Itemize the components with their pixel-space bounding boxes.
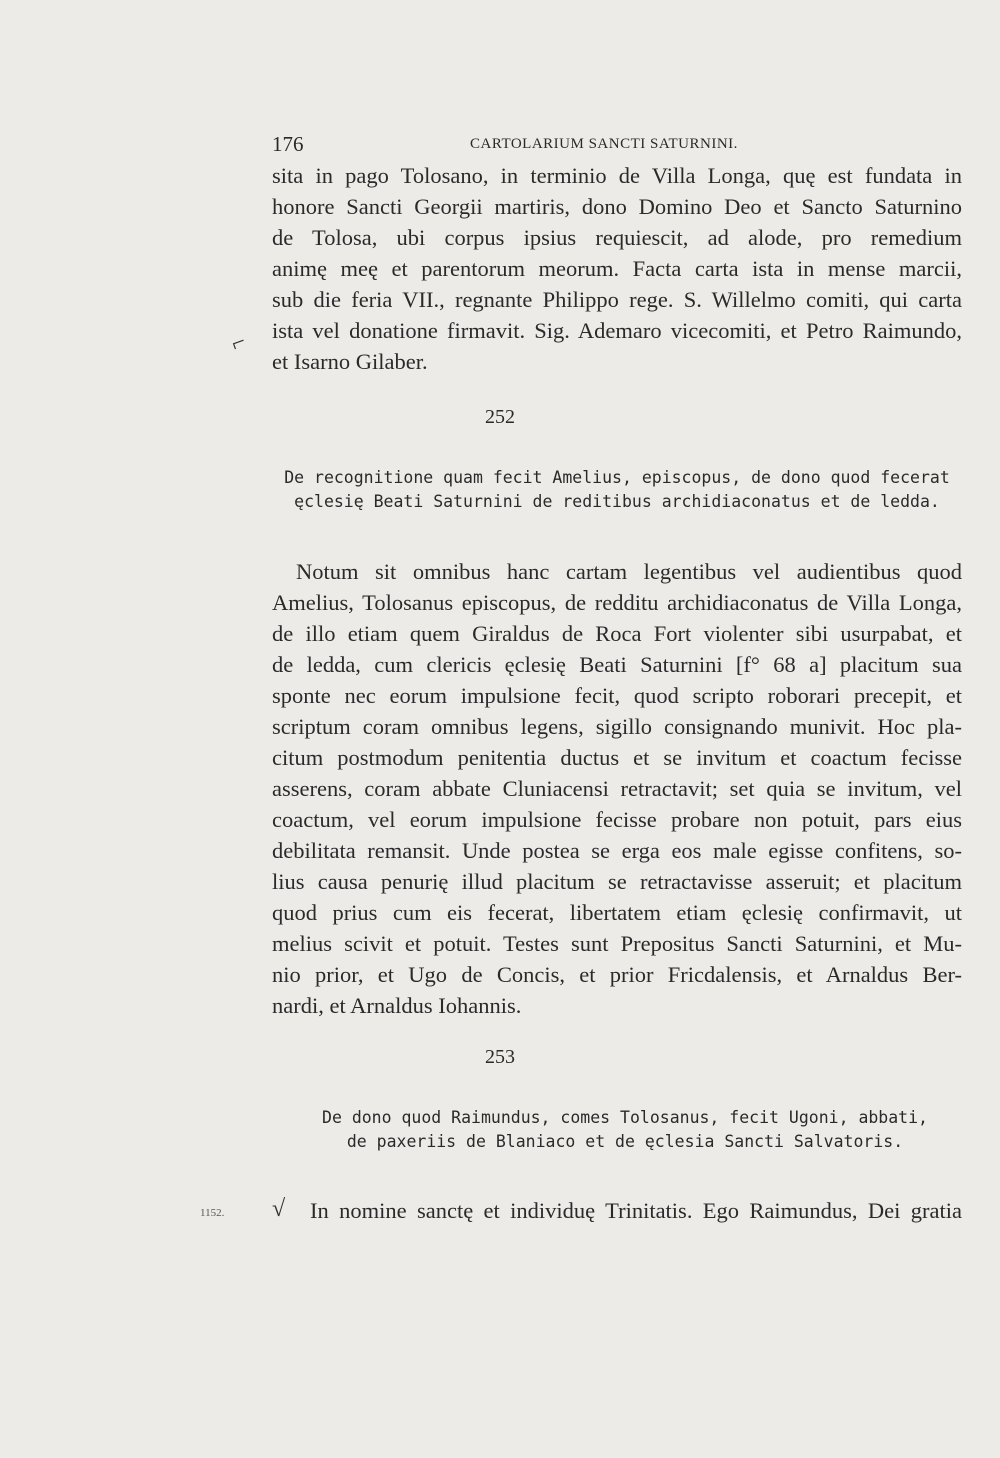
section-number-253: 253 — [485, 1046, 515, 1068]
text-line: Amelius, Tolosanus episcopus, de redditu archidiaconatus de Villa Longa, — [272, 590, 962, 615]
text-line: sponte nec eorum impulsione fecit, quod scripto roborari precepit, et — [272, 683, 962, 708]
text-line: sub die feria VII., regnante Philippo rege. S. Willelmo comiti, qui carta — [272, 287, 962, 312]
text-line: sita in pago Tolosano, in terminio de Villa Longa, quę est fundata in — [272, 163, 962, 188]
heading-line: De recognitione quam fecit Amelius, episcopus, de dono quod fecerat — [284, 468, 950, 487]
text-line: In nomine sanctę et individuę Trinitatis. Ego Raimundus, Dei gratia — [310, 1198, 962, 1223]
intro-paragraph — [272, 160, 962, 377]
text-line: de illo etiam quem Giraldus de Roca Fort violenter sibi usurpabat, et — [272, 621, 962, 646]
heading-line: ęclesię Beati Saturnini de reditibus archidiaconatus et de ledda. — [294, 492, 940, 511]
check-mark: √ — [272, 1196, 286, 1222]
text-line: melius scivit et potuit. Testes sunt Prepositus Sancti Saturnini, et Mu- — [272, 931, 962, 956]
text-line: coactum, vel eorum impulsione fecisse probare non potuit, pars eius — [272, 807, 962, 832]
section-body-252 — [272, 556, 962, 1021]
heading-line: de paxeriis de Blaniaco et de ęclesia Sancti Salvatoris. — [346, 1132, 904, 1151]
text-line: quod prius cum eis fecerat, libertatem etiam ęclesię confirmavit, ut — [272, 900, 962, 925]
heading-line: De dono quod Raimundus, comes Tolosanus, fecit Ugoni, abbati, — [322, 1108, 928, 1127]
text-line: animę meę et parentorum meorum. Facta carta ista in mense marcii, — [272, 256, 962, 281]
text-line: asserens, coram abbate Cluniacensi retractavit; set quia se invitum, vel — [272, 776, 962, 801]
text-line: nio prior, et Ugo de Concis, et prior Fricdalensis, et Arnaldus Ber- — [272, 962, 962, 987]
pen-stroke-mark: ⌐ — [227, 328, 250, 358]
text-line: de Tolosa, ubi corpus ipsius requiescit, ad alode, pro remedium — [272, 225, 962, 250]
running-title: CARTOLARIUM SANCTI SATURNINI. — [470, 136, 738, 152]
text-line: scriptum coram omnibus legens, sigillo consignando munivit. Hoc pla- — [272, 714, 962, 739]
section-heading-252 — [272, 466, 962, 514]
text-line: honore Sancti Georgii martiris, dono Domino Deo et Sancto Saturnino — [272, 194, 962, 219]
text-line: lius causa penurię illud placitum se retractavisse asseruit; et placitum — [272, 869, 962, 894]
text-line: de ledda, cum clericis ęclesię Beati Saturnini [f° 68 a] placitum sua — [272, 652, 962, 677]
text-line: debilitata remansit. Unde postea se erga eos male egisse confitens, so- — [272, 838, 962, 863]
text-line: et Isarno Gilaber. — [272, 349, 428, 374]
text-line: citum postmodum penitentia ductus et se invitum et coactum fecisse — [272, 745, 962, 770]
text-line: ista vel donatione firmavit. Sig. Ademaro vicecomiti, et Petro Raimundo, — [272, 318, 962, 343]
section-number-252: 252 — [485, 406, 515, 428]
section-heading-253 — [280, 1106, 970, 1154]
text-line: Notum sit omnibus hanc cartam legentibus vel audientibus quod — [296, 559, 962, 584]
section-body-253 — [310, 1195, 962, 1226]
margin-year: 1152. — [200, 1207, 225, 1219]
text-line: nardi, et Arnaldus Iohannis. — [272, 993, 522, 1018]
page-number: 176 — [272, 132, 304, 156]
